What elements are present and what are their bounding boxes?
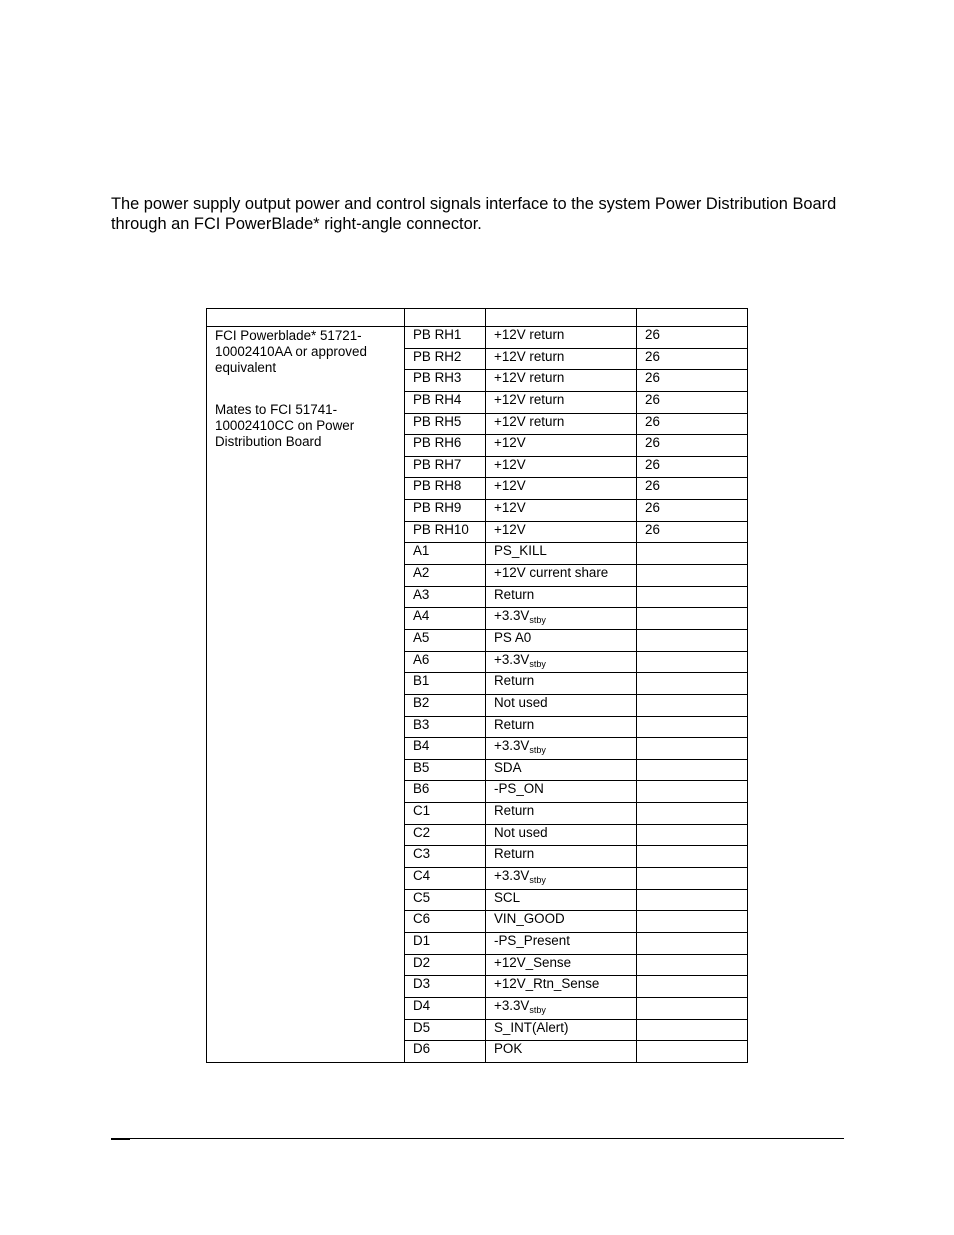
signal-name: +12V return (494, 391, 565, 407)
signal-name: Return (494, 586, 535, 602)
header-cell-connector (207, 309, 405, 327)
signal-name: +12V return (494, 327, 565, 342)
connector-description-line: 10002410AA or approved (215, 344, 367, 359)
pin-cell: PB RH10 (405, 521, 486, 543)
signal-name: Return (494, 673, 535, 689)
signal-cell (486, 932, 637, 954)
table-header-row (207, 309, 748, 327)
pin-cell: PB RH7 (405, 456, 486, 478)
connector-description-line: 10002410CC on Power (215, 418, 355, 433)
pin-cell: D3 (405, 976, 486, 998)
gauge-cell (637, 932, 748, 954)
gauge-cell (637, 997, 748, 1019)
signal-cell (486, 954, 637, 976)
footer-mark (111, 1138, 130, 1140)
gauge-cell (637, 954, 748, 976)
gauge-cell (637, 976, 748, 998)
signal-cell (486, 500, 637, 522)
signal-name: Return (494, 846, 535, 862)
pin-cell: PB RH4 (405, 391, 486, 413)
gauge-cell (637, 629, 748, 651)
signal-cell (486, 521, 637, 543)
connector-description-cell (207, 327, 405, 1063)
gauge-cell (637, 803, 748, 825)
signal-cell (486, 565, 637, 587)
signal-name: +12V (494, 435, 526, 451)
signal-cell (486, 629, 637, 651)
signal-subscript: stby (529, 745, 546, 756)
gauge-cell: 26 (637, 327, 748, 349)
signal-cell (486, 868, 637, 890)
gauge-cell (637, 1041, 748, 1063)
signal-name: PS_KILL (494, 543, 547, 559)
signal-cell (486, 391, 637, 413)
header-cell-signal (486, 309, 637, 327)
signal-cell (486, 824, 637, 846)
signal-cell (486, 738, 637, 760)
intro-paragraph: The power supply output power and control signals interface to the system Power Distribution Board through an FCI PowerBlade* right-angle connector. (111, 195, 837, 233)
signal-cell (486, 348, 637, 370)
gauge-cell: 26 (637, 456, 748, 478)
pin-cell: A5 (405, 629, 486, 651)
signal-cell (486, 997, 637, 1019)
gauge-cell (637, 586, 748, 608)
pin-cell: PB RH9 (405, 500, 486, 522)
header-cell-gauge (637, 309, 748, 327)
signal-cell (486, 889, 637, 911)
signal-cell (486, 781, 637, 803)
signal-name: +12V_Sense (494, 954, 572, 970)
gauge-cell: 26 (637, 521, 748, 543)
signal-name: +3.3V (494, 608, 530, 624)
signal-name: +3.3V (494, 738, 530, 754)
pin-cell: C3 (405, 846, 486, 868)
signal-name: +12V (494, 500, 526, 516)
gauge-cell: 26 (637, 391, 748, 413)
signal-cell (486, 1041, 637, 1063)
signal-name: POK (494, 1041, 523, 1057)
gauge-cell (637, 608, 748, 630)
gauge-cell: 26 (637, 478, 748, 500)
signal-cell (486, 543, 637, 565)
pin-cell: PB RH1 (405, 327, 486, 349)
gauge-cell (637, 543, 748, 565)
pin-cell: B2 (405, 694, 486, 716)
signal-cell (486, 608, 637, 630)
pin-cell: C5 (405, 889, 486, 911)
signal-subscript: stby (529, 1004, 546, 1015)
signal-cell (486, 673, 637, 695)
signal-cell (486, 456, 637, 478)
signal-cell (486, 327, 637, 349)
signal-name: SCL (494, 889, 521, 905)
footer-rule (111, 1138, 844, 1139)
pin-cell: B4 (405, 738, 486, 760)
gauge-cell (637, 738, 748, 760)
signal-cell (486, 370, 637, 392)
gauge-cell (637, 759, 748, 781)
gauge-cell (637, 716, 748, 738)
pin-cell: PB RH3 (405, 370, 486, 392)
pin-cell: PB RH8 (405, 478, 486, 500)
pin-cell: PB RH6 (405, 435, 486, 457)
pin-cell: D4 (405, 997, 486, 1019)
gauge-cell (637, 824, 748, 846)
gauge-cell: 26 (637, 435, 748, 457)
gauge-cell (637, 673, 748, 695)
pin-cell: D5 (405, 1019, 486, 1041)
gauge-cell (637, 694, 748, 716)
pin-cell: A6 (405, 651, 486, 673)
signal-cell (486, 478, 637, 500)
gauge-cell (637, 846, 748, 868)
signal-name: -PS_ON (494, 781, 544, 797)
pin-cell: PB RH5 (405, 413, 486, 435)
gauge-cell: 26 (637, 370, 748, 392)
signal-name: +12V (494, 456, 526, 472)
signal-name: Return (494, 803, 535, 819)
pin-cell: D1 (405, 932, 486, 954)
signal-cell (486, 413, 637, 435)
signal-cell (486, 1019, 637, 1041)
signal-cell (486, 586, 637, 608)
signal-cell (486, 759, 637, 781)
signal-name: Not used (494, 694, 548, 710)
signal-name: S_INT(Alert) (494, 1019, 569, 1035)
connector-description-line: Distribution Board (215, 434, 322, 449)
gauge-cell: 26 (637, 413, 748, 435)
gauge-cell (637, 781, 748, 803)
pin-cell: D6 (405, 1041, 486, 1063)
signal-name: +12V (494, 478, 526, 494)
signal-subscript: stby (529, 875, 546, 886)
pin-cell: B3 (405, 716, 486, 738)
pin-cell: A1 (405, 543, 486, 565)
pin-cell: C6 (405, 911, 486, 933)
pin-cell: C4 (405, 868, 486, 890)
signal-name: VIN_GOOD (494, 911, 565, 927)
connector-description-gap (215, 376, 404, 402)
signal-name: +3.3V (494, 651, 530, 667)
signal-name: Return (494, 716, 535, 732)
pin-cell: C2 (405, 824, 486, 846)
connector-description-line: FCI Powerblade* 51721- (215, 328, 362, 343)
header-cell-pin (405, 309, 486, 327)
pin-cell: D2 (405, 954, 486, 976)
pin-cell: PB RH2 (405, 348, 486, 370)
gauge-cell (637, 911, 748, 933)
gauge-cell (637, 868, 748, 890)
signal-cell (486, 651, 637, 673)
signal-name: SDA (494, 759, 522, 775)
pin-cell: B6 (405, 781, 486, 803)
signal-subscript: stby (529, 658, 546, 669)
signal-cell (486, 716, 637, 738)
signal-cell (486, 846, 637, 868)
signal-name: +12V current share (494, 565, 609, 581)
gauge-cell (637, 889, 748, 911)
pin-cell: A2 (405, 565, 486, 587)
pin-cell: B1 (405, 673, 486, 695)
signal-name: +12V (494, 521, 526, 537)
signal-name: +3.3V (494, 868, 530, 884)
signal-name: +12V return (494, 348, 565, 364)
pin-cell: A3 (405, 586, 486, 608)
signal-cell (486, 976, 637, 998)
signal-cell (486, 803, 637, 825)
pin-cell: A4 (405, 608, 486, 630)
connector-description-line: equivalent (215, 360, 277, 375)
gauge-cell: 26 (637, 500, 748, 522)
signal-cell (486, 435, 637, 457)
signal-name: +3.3V (494, 997, 530, 1013)
signal-name: -PS_Present (494, 932, 570, 948)
gauge-cell (637, 651, 748, 673)
gauge-cell: 26 (637, 348, 748, 370)
connector-description-line: Mates to FCI 51741- (215, 402, 338, 417)
signal-cell (486, 911, 637, 933)
gauge-cell (637, 565, 748, 587)
signal-name: Not used (494, 824, 548, 840)
signal-name: +12V_Rtn_Sense (494, 976, 600, 992)
signal-subscript: stby (529, 615, 546, 626)
signal-name: +12V return (494, 413, 565, 429)
signal-name: +12V return (494, 370, 565, 386)
signal-cell (486, 694, 637, 716)
pin-cell: B5 (405, 759, 486, 781)
signal-name: PS A0 (494, 629, 532, 645)
pin-cell: C1 (405, 803, 486, 825)
table-row (207, 327, 748, 349)
connector-pinout-table (206, 308, 748, 1063)
gauge-cell (637, 1019, 748, 1041)
